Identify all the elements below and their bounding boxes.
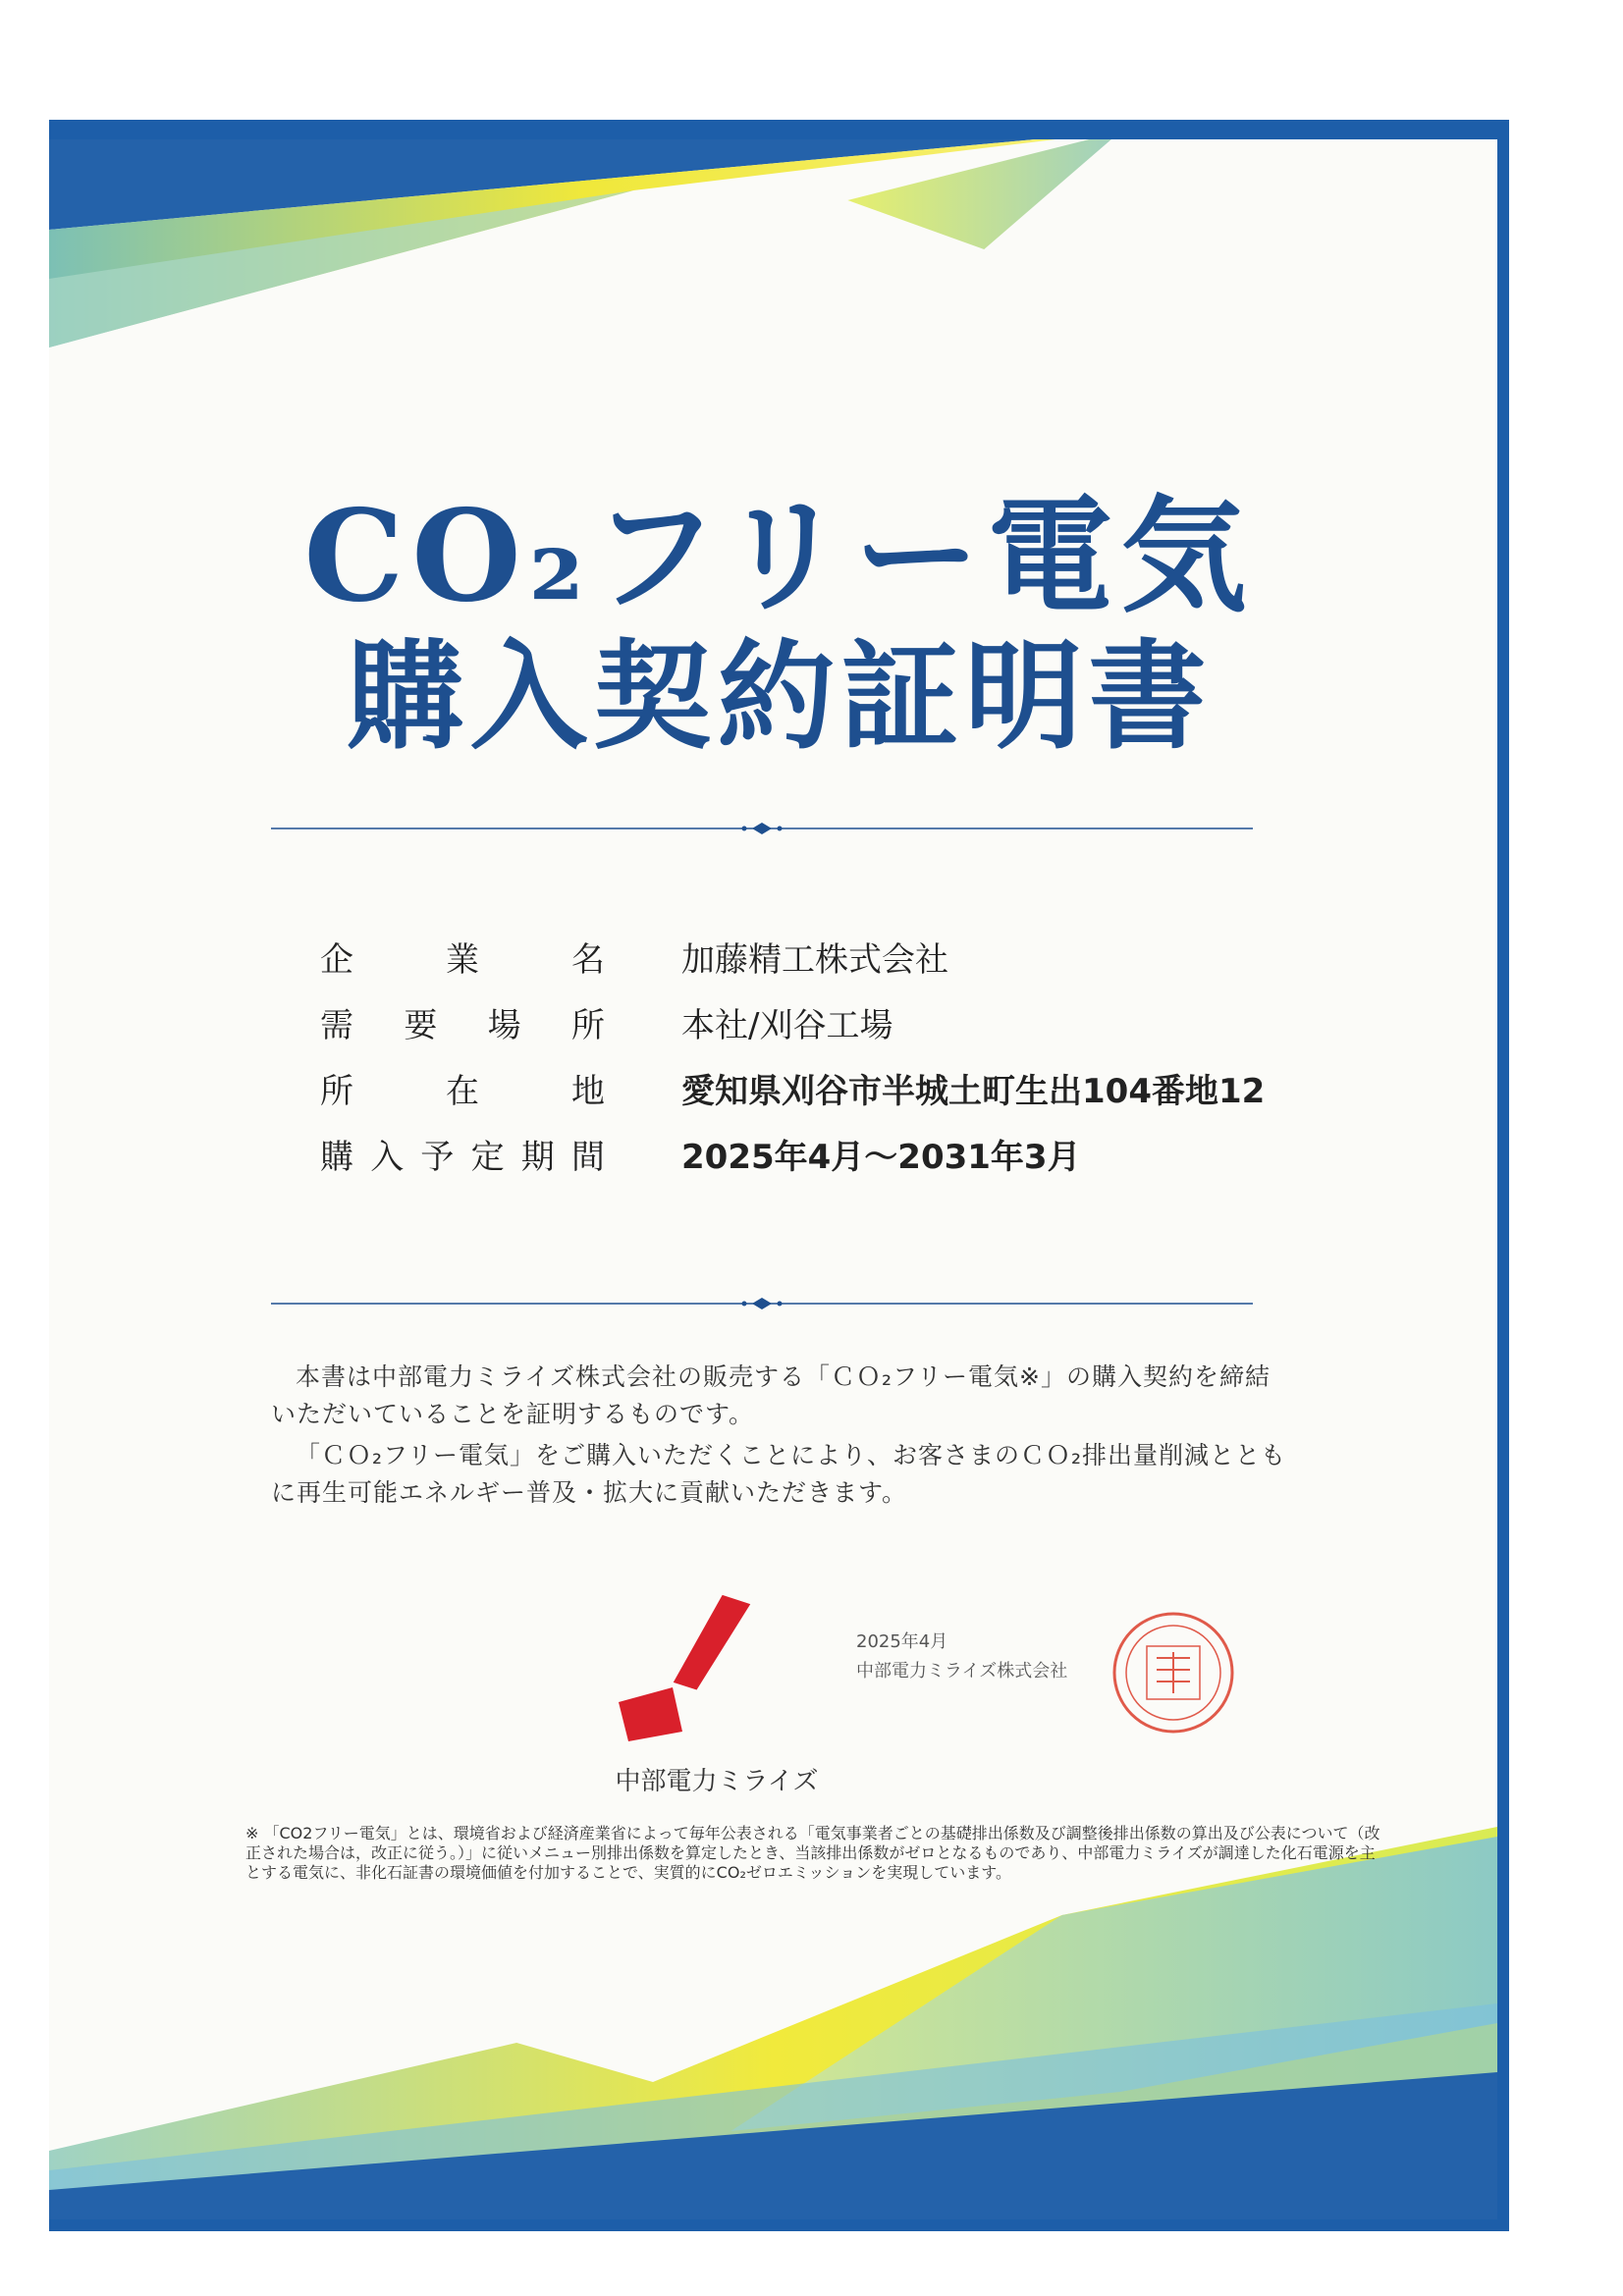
info-value-demand-site: 本社/刈谷工場 xyxy=(681,1005,893,1045)
divider-bottom xyxy=(271,1294,1253,1313)
info-label-address: 所 在 地 xyxy=(320,1071,605,1111)
bottom-decoration xyxy=(49,1827,1497,2219)
issuer-name: 中部電力ミライズ株式会社 xyxy=(856,1661,1068,1682)
certificate-title-line1: CO₂フリー電気 xyxy=(303,483,1255,630)
info-value-purchase-period: 2025年4月～2031年3月 xyxy=(681,1137,1081,1177)
company-logo-text: 中部電力ミライズ xyxy=(615,1767,819,1796)
footnote: ※ 「CO2フリー電気」とは、環境省および経済産業省によって毎年公表される「電気事業者ごとの基礎排出係数及び調整後排出係数の算出及び公表について（改正された場合は，改正に従う。）」に従いメニュー別排出係数を算定したとき、当該排出係数がゼロとなるものであり、中部電力ミライズが調達した化石電源を主とする電気に、非化石証書の環境価値を付加することで、実質的にCO₂ゼロエミッションを実現しています。 xyxy=(245,1824,1380,1882)
issue-date: 2025年4月 xyxy=(856,1631,948,1652)
info-row-company xyxy=(320,932,948,981)
info-value-company: 加藤精工株式会社 xyxy=(681,939,948,980)
info-label-demand-site: 需 要 場 所 xyxy=(320,1005,605,1045)
top-decoration xyxy=(49,132,1497,387)
divider-top xyxy=(271,819,1253,838)
certificate-title-line2: 購入契約証明書 xyxy=(346,627,1213,766)
body-paragraph-2: 「ＣＯ₂フリー電気」をご購入いただくことにより、お客さまのＣＯ₂排出量削減とともに再生可能エネルギー普及・拡大に貢献いただきます。 xyxy=(271,1441,1287,1507)
body-paragraph-1: 本書は中部電力ミライズ株式会社の販売する「ＣＯ₂フリー電気※」の購入契約を締結いただいていることを証明するものです。 xyxy=(271,1362,1271,1428)
info-row-address xyxy=(320,1063,1265,1112)
company-logo-mark-icon xyxy=(609,1575,864,1771)
info-value-address: 愛知県刈谷市半城土町生出104番地12 xyxy=(681,1071,1266,1111)
divider-diamond-icon xyxy=(752,1298,772,1309)
company-seal-icon xyxy=(1109,1609,1237,1736)
info-row-purchase-period xyxy=(320,1129,1081,1178)
info-label-purchase-period: 購 入 予 定 期 間 xyxy=(320,1137,605,1177)
divider-diamond-icon xyxy=(752,823,772,834)
certificate-frame xyxy=(49,120,1509,2231)
info-label-company: 企 業 名 xyxy=(320,939,605,980)
info-row-demand-site xyxy=(320,997,893,1046)
